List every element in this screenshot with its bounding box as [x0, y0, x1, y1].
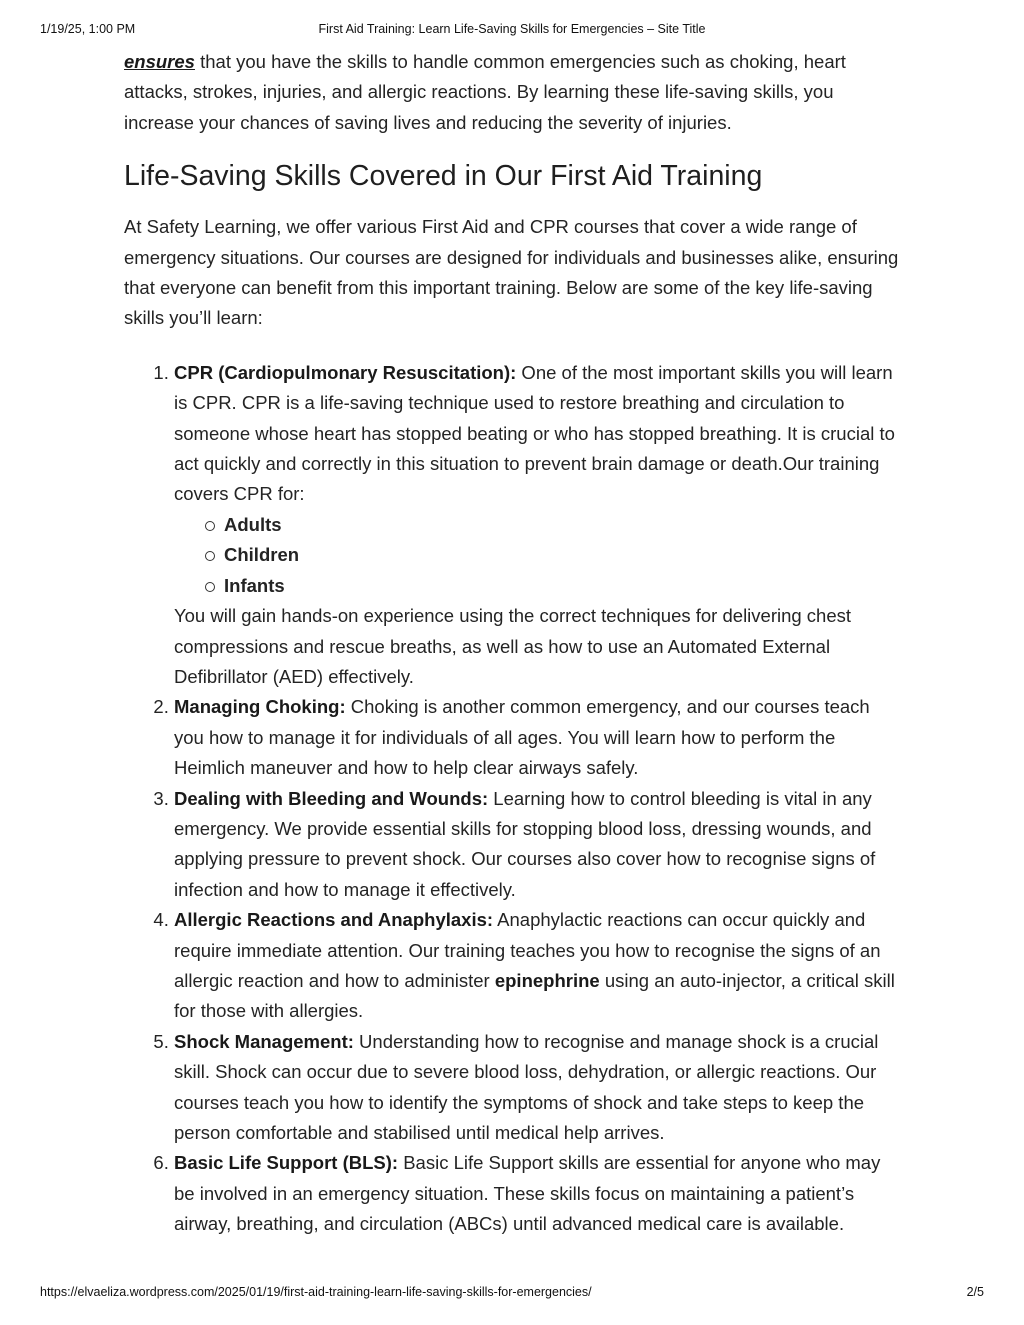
cpr-age-item: Children	[224, 540, 904, 570]
intro-text: that you have the skills to handle common emergencies such as choking, heart attacks, strokes, injuries, and allergic reactions. By learning these life-saving skills, you increase your chances of saving lives and reducing the severity of injuries.	[124, 51, 846, 133]
print-url: https://elvaeliza.wordpress.com/2025/01/19/first-aid-training-learn-life-saving-skills-for-emergencies/	[40, 1285, 592, 1299]
print-page-title: First Aid Training: Learn Life-Saving Skills for Emergencies – Site Title	[318, 22, 706, 36]
skill-text: Choking is another common emergency, and our courses teach you how to manage it for individuals of all ages. You will learn how to perform the Heimlich maneuver and how to help clear airways safely.	[174, 696, 870, 779]
print-datetime: 1/19/25, 1:00 PM	[40, 22, 136, 36]
skill-title: Managing Choking:	[174, 696, 346, 718]
list-item	[174, 905, 904, 1027]
list-item	[174, 692, 904, 783]
skill-text: Learning how to control bleeding is vital in any emergency. We provide essential skills for stopping blood loss, dressing wounds, and applying pressure to prevent shock. Our courses also cover how to recognise signs of infection and how to manage it effectively.	[174, 787, 876, 900]
intro-paragraph	[124, 47, 904, 138]
skill-text: Anaphylactic reactions can occur quickly and require immediate attention. Our training teaches you how to recognise the signs of an allergic reaction and how to administer	[174, 909, 881, 991]
list-item	[174, 1027, 904, 1149]
skill-title: Shock Management:	[174, 1030, 354, 1052]
print-page-number: 2/5	[966, 1285, 984, 1299]
print-header	[40, 22, 984, 42]
print-footer	[40, 1285, 984, 1305]
article-content	[124, 47, 904, 1240]
skill-title: Allergic Reactions and Anaphylaxis:	[174, 909, 494, 931]
skill-title: Basic Life Support (BLS):	[174, 1152, 399, 1174]
cpr-age-list	[174, 510, 904, 601]
skill-title: Dealing with Bleeding and Wounds:	[174, 787, 489, 809]
skill-text: Basic Life Support skills are essential for anyone who may be involved in an emergency situation. These skills focus on maintaining a patient’s airway, breathing, and circulation (ABCs) until advanced medical care is available.	[174, 1152, 881, 1235]
section-heading: Life-Saving Skills Covered in Our First Aid Training	[124, 160, 763, 193]
ensures-link[interactable]: ensures	[124, 51, 195, 72]
list-item	[174, 358, 904, 692]
list-item	[174, 1148, 904, 1239]
skill-text: One of the most important skills you will learn is CPR. CPR is a life-saving technique used to restore breathing and circulation to someone whose heart has stopped beating or who has stopped breathing. It is crucial to act quickly and correctly in this situation to prevent brain damage or death.Our training covers CPR for:	[174, 361, 895, 505]
list-item	[174, 784, 904, 906]
skill-text: Understanding how to recognise and manage shock is a crucial skill. Shock can occur due to severe blood loss, dehydration, or allergic reactions. Our courses teach you how to identify the symptoms of shock and take steps to keep the person comfortable and stabilised until medical help arrives.	[174, 1030, 879, 1143]
skill-text-after: using an auto-injector, a critical skill for those with allergies.	[174, 969, 895, 1022]
cpr-age-item: Infants	[224, 571, 904, 601]
skills-list	[124, 358, 904, 1240]
skill-title: CPR (Cardiopulmonary Resuscitation):	[174, 361, 517, 383]
skill-bold-word: epinephrine	[494, 969, 600, 991]
section-paragraph: At Safety Learning, we offer various First Aid and CPR courses that cover a wide range of emergency situations. Our courses are designed for individuals and businesses alike, ensuring that everyone can benefit from this important training. Below are some of the key life-saving skills you’ll learn:	[124, 216, 899, 329]
cpr-age-item: Adults	[224, 510, 904, 540]
skill-text-after: You will gain hands-on experience using the correct techniques for delivering chest compressions and rescue breaths, as well as how to use an Automated External Defibrillator (AED) effectively.	[174, 605, 852, 687]
